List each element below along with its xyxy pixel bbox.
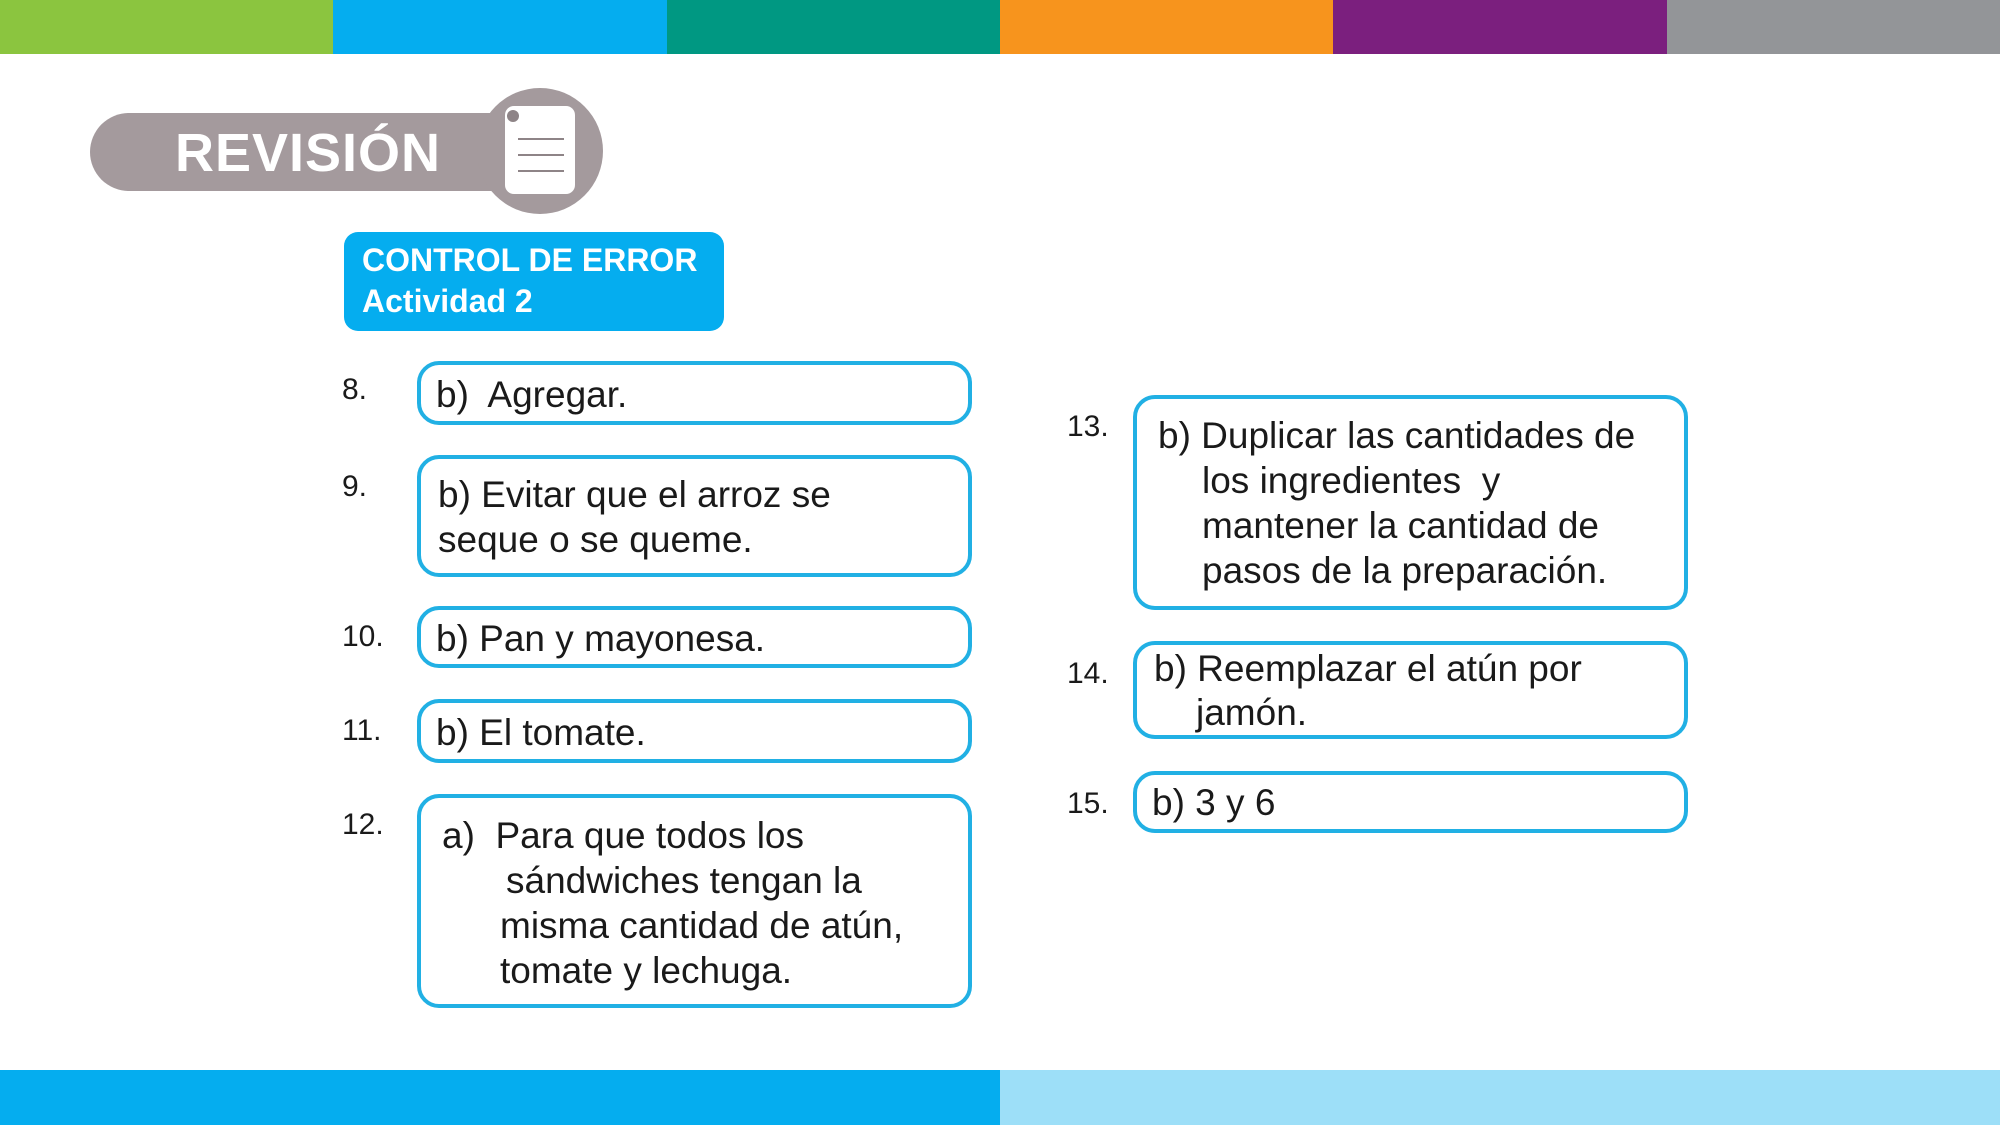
- document-icon-line: [518, 154, 564, 156]
- bottom-color-bar: [0, 1070, 2000, 1125]
- top-bar-segment-teal: [667, 0, 1000, 54]
- label-line-1: CONTROL DE ERROR: [362, 242, 698, 278]
- top-bar-segment-purple: [1333, 0, 1666, 54]
- item-number: 12.: [342, 808, 384, 841]
- answer-line: tomate y lechuga.: [500, 950, 793, 991]
- document-icon-line: [518, 138, 564, 140]
- answer-line: b) Reemplazar el atún por: [1154, 648, 1582, 689]
- document-icon-line: [518, 170, 564, 172]
- top-bar-segment-gray: [1667, 0, 2000, 54]
- item-number: 13.: [1067, 410, 1109, 443]
- label-line-2: Actividad 2: [362, 283, 533, 319]
- top-bar-segment-blue: [333, 0, 666, 54]
- top-bar-segment-green: [0, 0, 333, 54]
- answer-line: b) 3 y 6: [1152, 782, 1276, 823]
- answer-line: b) Evitar que el arroz se: [438, 474, 831, 515]
- answer-line: misma cantidad de atún,: [500, 905, 904, 946]
- top-color-bar: [0, 0, 2000, 54]
- answer-line: sándwiches tengan la: [506, 860, 862, 901]
- answer-line: b) Pan y mayonesa.: [436, 618, 766, 659]
- item-number: 14.: [1067, 657, 1109, 690]
- item-number: 9.: [342, 470, 368, 503]
- bottom-bar-segment-blue: [0, 1070, 1000, 1125]
- answer-line: jamón.: [1196, 692, 1308, 733]
- answer-line: a) Para que todos los: [442, 815, 804, 856]
- answer-line: pasos de la preparación.: [1202, 550, 1608, 591]
- document-icon-hole: [507, 110, 519, 122]
- item-number: 15.: [1067, 787, 1109, 820]
- top-bar-segment-orange: [1000, 0, 1333, 54]
- answer-line: mantener la cantidad de: [1202, 505, 1599, 546]
- answer-line: b) Duplicar las cantidades de: [1158, 415, 1636, 456]
- item-number: 11.: [342, 714, 382, 747]
- page-title: REVISIÓN: [175, 123, 442, 183]
- answer-line: seque o se queme.: [438, 519, 753, 560]
- control-error-label: [344, 232, 724, 331]
- document-icon: [505, 106, 575, 194]
- bottom-bar-segment-light-blue: [1000, 1070, 2000, 1125]
- answer-line: b) Agregar.: [436, 374, 628, 415]
- item-number: 8.: [342, 373, 368, 406]
- answer-line: b) El tomate.: [436, 712, 646, 753]
- item-number: 10.: [342, 620, 384, 653]
- answer-line: los ingredientes y: [1202, 460, 1501, 501]
